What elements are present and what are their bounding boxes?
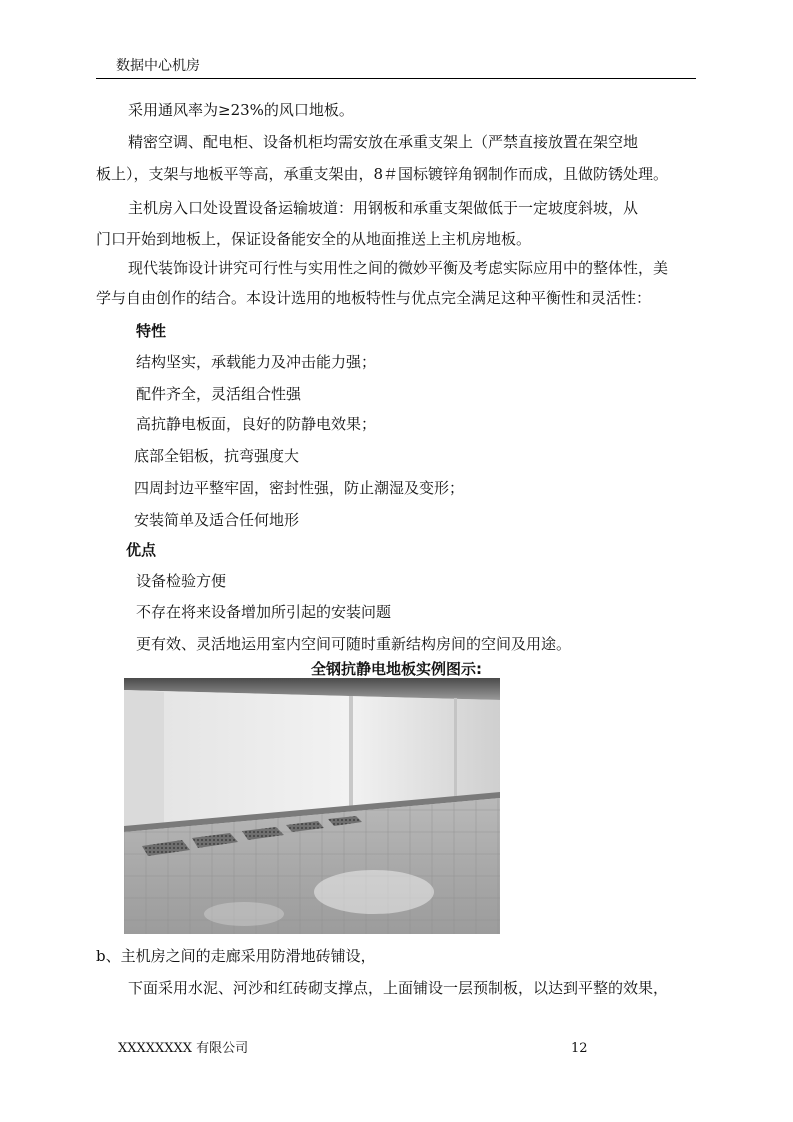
footer-company: XXXXXXXX 有限公司 <box>118 1041 249 1056</box>
page-number: 12 <box>571 1041 588 1056</box>
page-header <box>96 56 696 79</box>
corridor-detail-line: 下面采用水泥、河沙和红砖砌支撑点，上面铺设一层预制板，以达到平整的效果， <box>128 979 669 997</box>
feature-item: 高抗静电板面，良好的防静电效果； <box>136 415 377 433</box>
header-title: 数据中心机房 <box>116 58 200 74</box>
feature-item: 底部全铝板，抗弯强度大 <box>134 447 300 465</box>
advantages-heading: 优点 <box>126 541 157 559</box>
advantage-item: 不存在将来设备增加所引起的安装问题 <box>136 603 392 621</box>
advantage-item: 设备检验方便 <box>136 572 227 590</box>
paragraph-ramp-line1: 主机房入口处设置设备运输坡道：用钢板和承重支架做低于一定坡度斜坡，从 <box>128 199 639 217</box>
corridor-paragraph-line: b、主机房之间的走廊采用防滑地砖铺设， <box>96 947 376 965</box>
floor-example-photo <box>124 678 500 934</box>
paragraph-vent-rate: 采用通风率为≥23%的风口地板。 <box>128 101 354 119</box>
feature-item: 结构坚实，承载能力及冲击能力强； <box>136 353 377 371</box>
paragraph-ramp-line2: 门口开始到地板上，保证设备能安全的从地面推送上主机房地板。 <box>96 230 532 248</box>
advantage-item: 更有效、灵活地运用室内空间可随时重新结构房间的空间及用途。 <box>136 635 572 653</box>
paragraph-support-line2: 板上），支架与地板平等高，承重支架由，8＃国标镀锌角钢制作而成，且做防锈处理。 <box>96 165 669 183</box>
paragraph-design-line1: 现代装饰设计讲究可行性与实用性之间的微妙平衡及考虑实际应用中的整体性，美 <box>128 259 669 277</box>
paragraph-support-line1: 精密空调、配电柜、设备机柜均需安放在承重支架上（严禁直接放置在架空地 <box>128 133 639 151</box>
features-heading: 特性 <box>136 322 167 340</box>
paragraph-design-line2: 学与自由创作的结合。本设计选用的地板特性与优点完全满足这种平衡性和灵活性： <box>96 289 652 307</box>
feature-item: 配件齐全，灵活组合性强 <box>136 385 302 403</box>
feature-item: 安装简单及适合任何地形 <box>134 511 300 529</box>
feature-item: 四周封边平整牢固，密封性强，防止潮湿及变形； <box>134 479 465 497</box>
figure-caption: 全钢抗静电地板实例图示: <box>311 660 482 678</box>
